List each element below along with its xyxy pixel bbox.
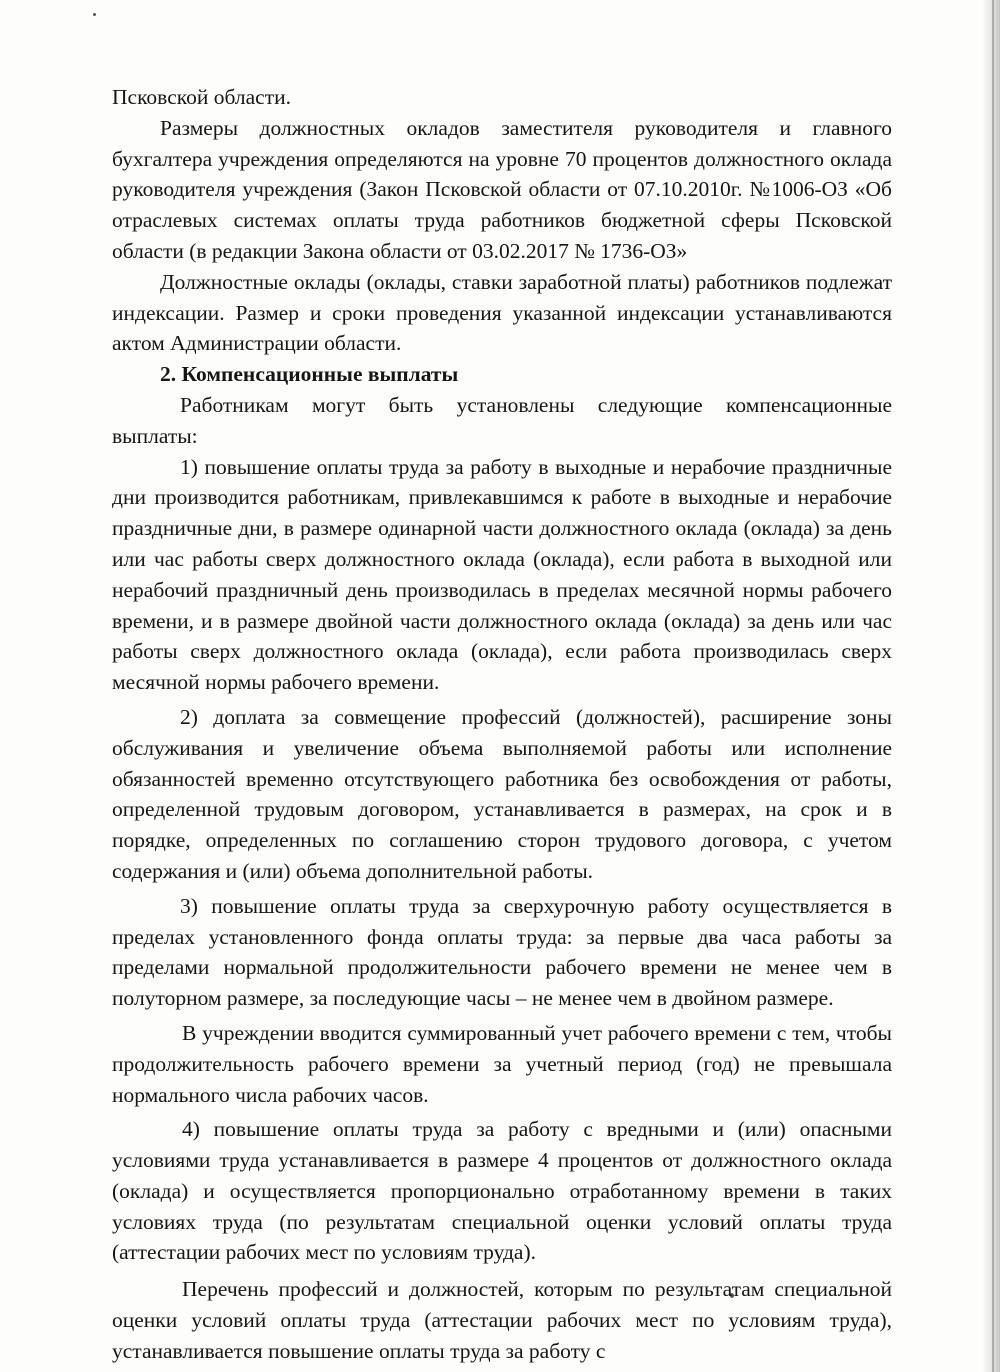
page-edge-line bbox=[992, 0, 994, 1372]
section-heading: 2. Компенсационные выплаты bbox=[160, 362, 459, 387]
document-body bbox=[112, 82, 892, 1367]
page-edge-shadow bbox=[982, 0, 1000, 1372]
paragraph-intro: Работникам могут быть установлены следующие компенсационные выплаты: bbox=[112, 392, 892, 448]
scan-speck bbox=[93, 13, 96, 16]
paragraph-continuation: Псковской области. bbox=[112, 85, 291, 109]
paragraph-indexation: Должностные оклады (оклады, ставки заработной платы) работников подлежат индексации. Размер и сроки проведения указанной индексации устанавливаются актом Администрации области. bbox=[112, 269, 892, 356]
list-item-1: 1) повышение оплаты труда за работу в выходные и нерабочие праздничные дни производится работникам, привлекавшимся к работе в выходные и нерабочие праздничные дни, в размере одинарной части должностного оклада (оклада) за день или час работы сверх должностного оклада (оклада), если работа в выходной или нерабочий праздничный день производилась в пределах месячной нормы рабочего времени, и в размере двойной части должностного оклада (оклада) за день или час работы сверх должностного оклада (оклада), если работа производилась сверх месячной нормы рабочего времени. bbox=[112, 454, 892, 695]
list-item-3: 3) повышение оплаты труда за сверхурочную работу осуществляется в пределах установленного фонда оплаты труда: за первые два часа работы за пределами нормальной продолжительности рабочего времени не менее чем в полуторном размере, за последующие часы – не менее чем в двойном размере. bbox=[112, 893, 892, 1011]
list-item-4: 4) повышение оплаты труда за работу с вредными и (или) опасными условиями труда устанавливается в размере 4 процентов от должностного оклада (оклада) и осуществляется пропорционально отработанному времени в таких условиях труда (по результатам специальной оценки условий оплаты труда (аттестации рабочих мест по условиям труда). bbox=[112, 1117, 892, 1265]
paragraph-profession-list: Перечень профессий и должностей, которым по результатам специальной оценки условий оплаты труда (аттестации рабочих мест по условиям труда), устанавливается повышение оплаты труда за работу с bbox=[112, 1277, 892, 1363]
paragraph-summary-accounting: В учреждении вводится суммированный учет рабочего времени с тем, чтобы продолжительность рабочего времени за учетный период (год) не превышала нормального числа рабочих часов. bbox=[112, 1020, 892, 1107]
list-item-2: 2) доплата за совмещение профессий (должностей), расширение зоны обслуживания и увеличение объема выполняемой работы или исполнение обязанностей временно отсутствующего работника без освобождения от работы, определенной трудовым договором, устанавливается в размерах, на срок и в порядке, определенных по соглашению сторон трудового договора, с учетом содержания и (или) объема дополнительной работы. bbox=[112, 704, 892, 883]
paragraph-deputy-salaries: Размеры должностных окладов заместителя руководителя и главного бухгалтера учреждения определяются на уровне 70 процентов должностного оклада руководителя учреждения (Закон Псковской области от 07.10.2010г. №1006-ОЗ «Об отраслевых системах оплаты труда работников бюджетной сферы Псковской области (в редакции Закона области от 03.02.2017 № 1736-ОЗ» bbox=[112, 115, 892, 263]
